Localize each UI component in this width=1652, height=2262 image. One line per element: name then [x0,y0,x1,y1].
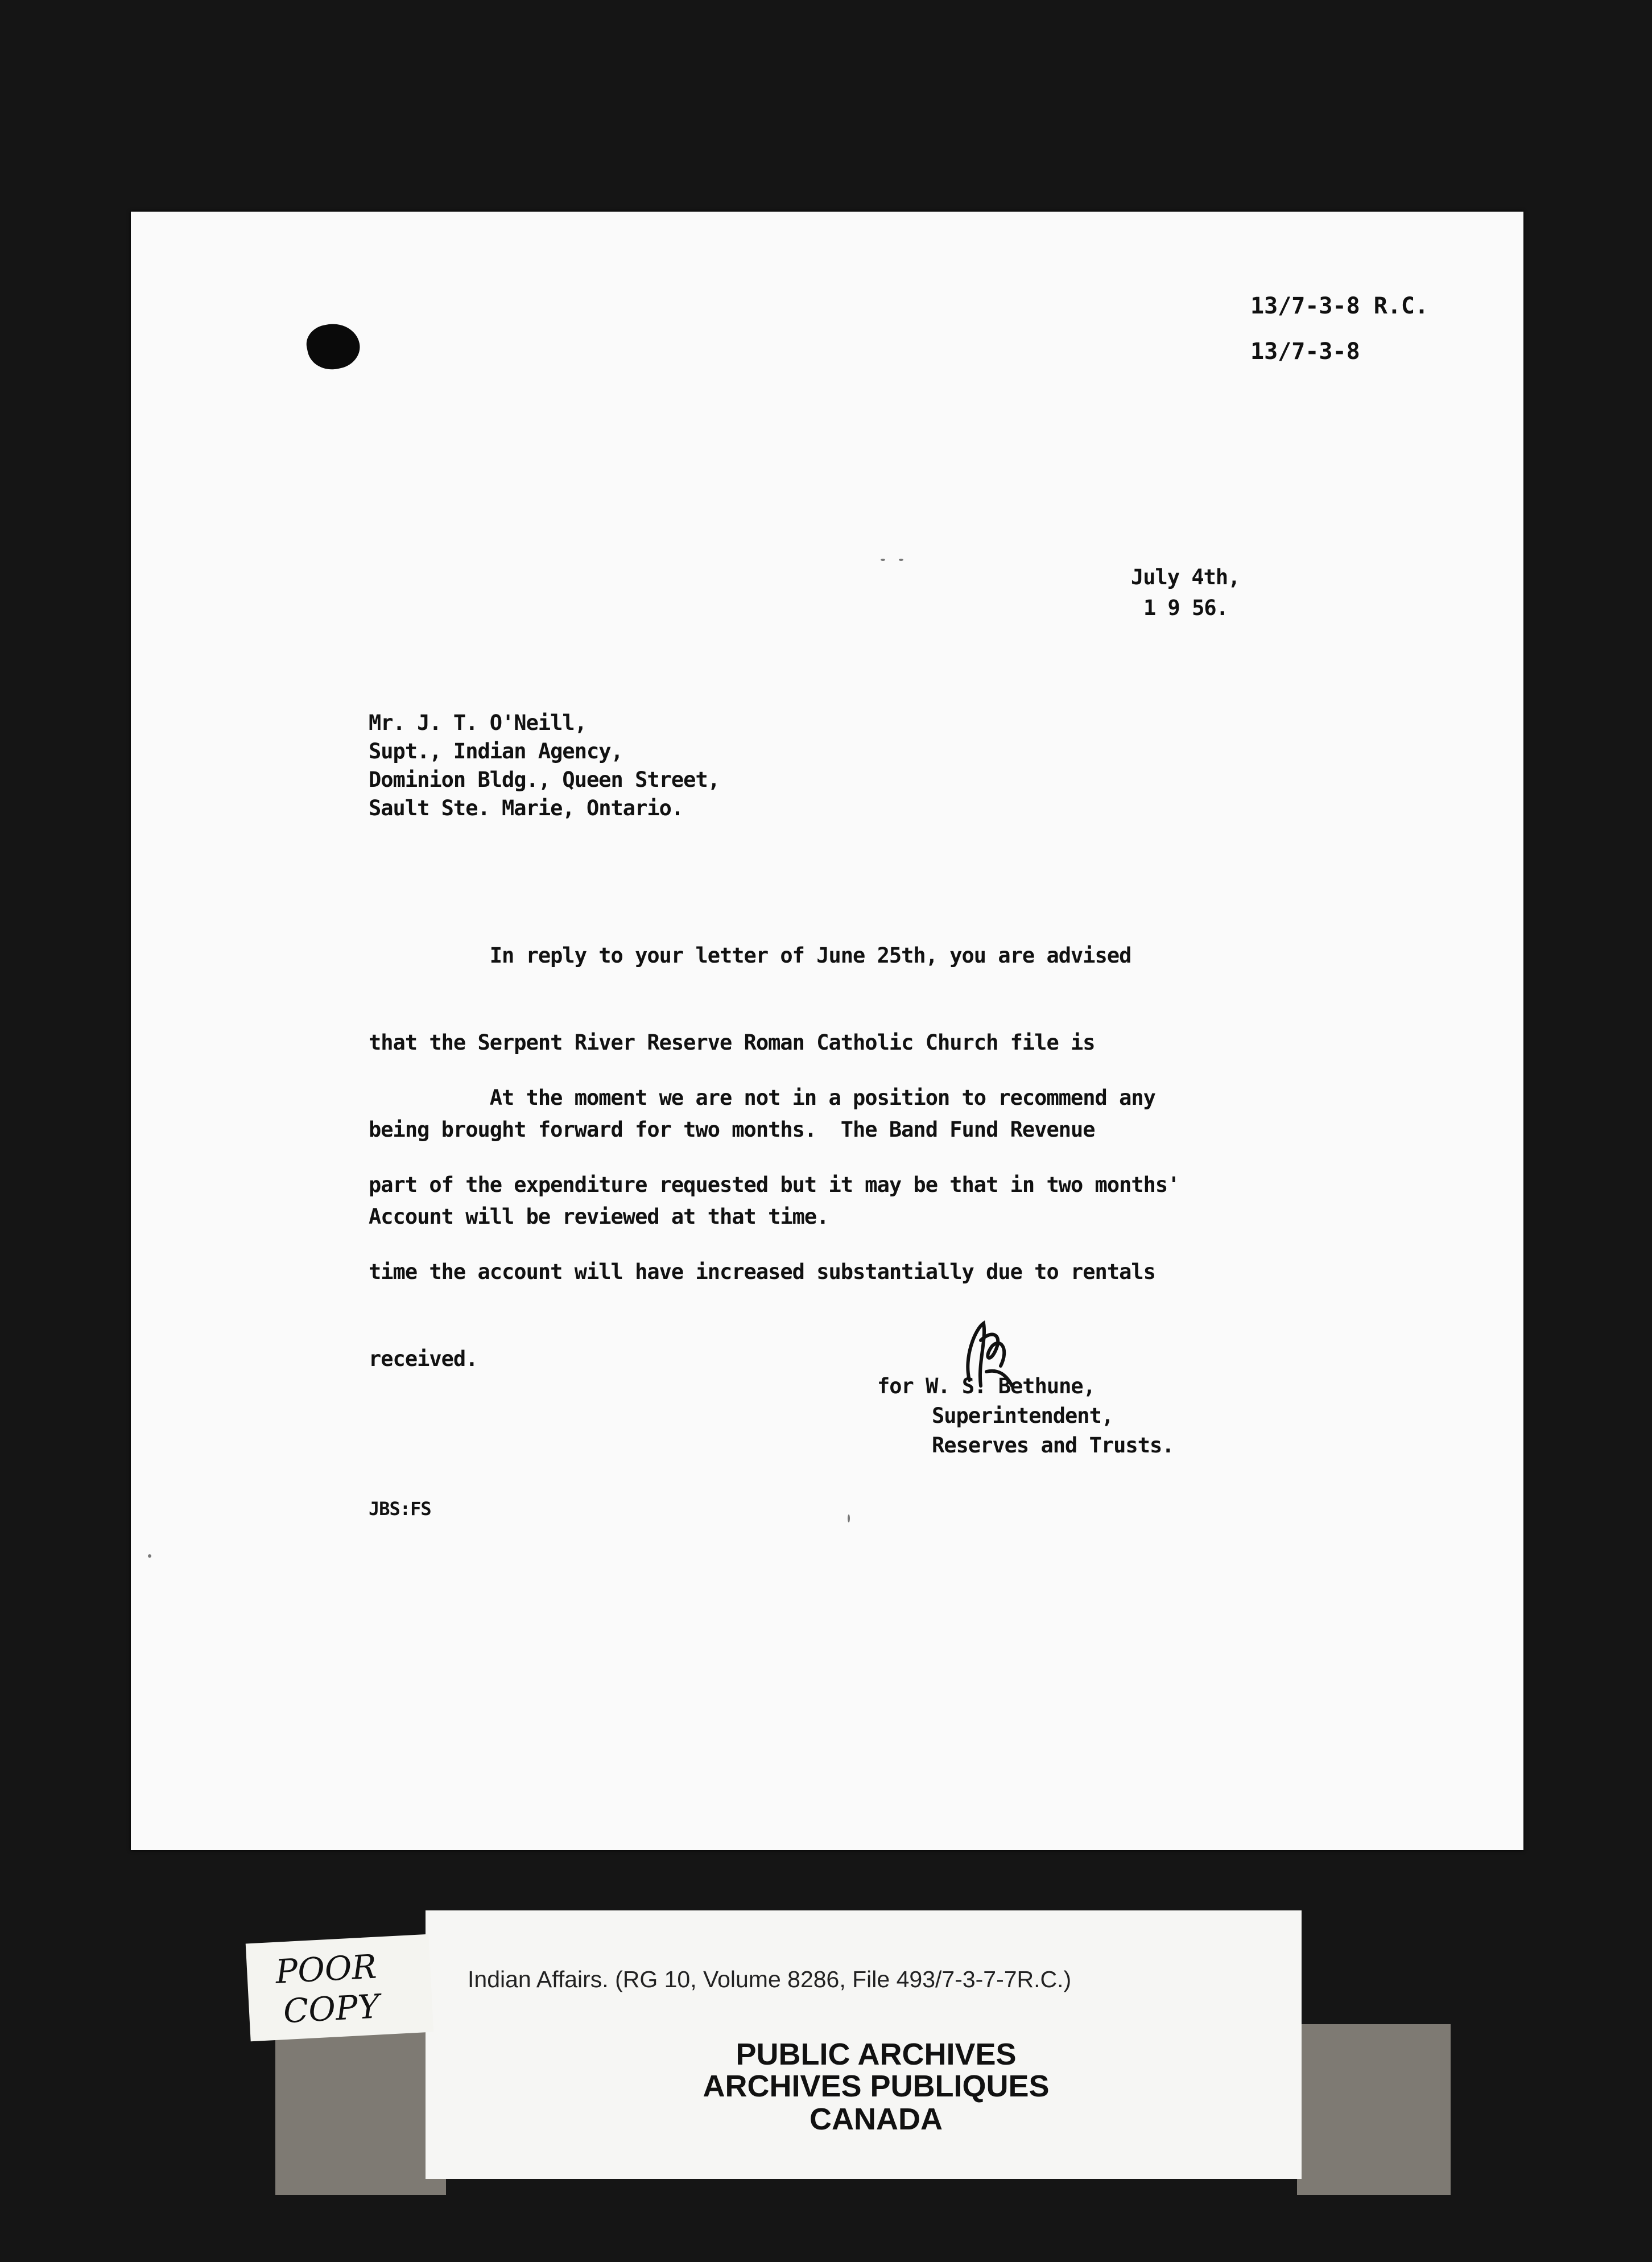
signature-division: Reserves and Trusts. [932,1433,1174,1458]
paragraph-line: received. [369,1347,478,1371]
signature-line: for W. S. Bethune, [877,1374,1095,1398]
typist-initials: JBS:FS [369,1498,431,1520]
paragraph-line: being brought forward for two months. The Band Fund Revenue [369,1117,1095,1142]
tape-strip-right [1297,2024,1451,2195]
paragraph-line: part of the expenditure requested but it may be that in two months' [369,1173,1180,1197]
archive-citation: Indian Affairs. (RG 10, Volume 8286, File 493/7-3-7-7R.C.) [468,1966,1072,1992]
archive-stamp-line: PUBLIC ARCHIVES [736,2037,1017,2071]
speck [148,1554,151,1558]
paragraph-two [369,1025,1179,1431]
archive-stamp-line: CANADA [810,2102,943,2136]
letter-page [131,212,1523,1850]
speck [848,1514,850,1522]
speck [899,559,903,561]
file-reference: 13/7-3-8 R.C. [1250,293,1429,319]
ink-blot [303,319,364,374]
paragraph-line: time the account will have increased substantially due to rentals [369,1260,1155,1284]
archive-stamp-line: ARCHIVES PUBLIQUES [703,2069,1050,2103]
speck [881,559,885,561]
paragraph-line: that the Serpent River Reserve Roman Catholic Church file is [369,1030,1095,1055]
note-line: COPY [282,1987,381,2031]
address-line: Dominion Bldg., Queen Street, [369,767,720,792]
date-line: July 4th, [1131,565,1240,589]
address-line: Supt., Indian Agency, [369,739,623,763]
handwritten-signature [952,1318,1032,1403]
poor-copy-note [246,1934,434,2042]
tape-strip-left [275,2024,446,2195]
address-line: Sault Ste. Marie, Ontario. [369,796,684,820]
note-line: POOR [274,1947,378,1991]
paragraph-line: In reply to your letter of June 25th, you are advised [369,943,1131,968]
address-line: Mr. J. T. O'Neill, [369,711,587,735]
file-reference: 13/7-3-8 [1250,339,1360,365]
date-year: 1 9 56. [1143,596,1228,620]
signature-title: Superintendent, [932,1404,1114,1428]
paragraph-line: At the moment we are not in a position to recommend any [369,1085,1155,1110]
paragraph-line: Account will be reviewed at that time. [369,1204,829,1229]
